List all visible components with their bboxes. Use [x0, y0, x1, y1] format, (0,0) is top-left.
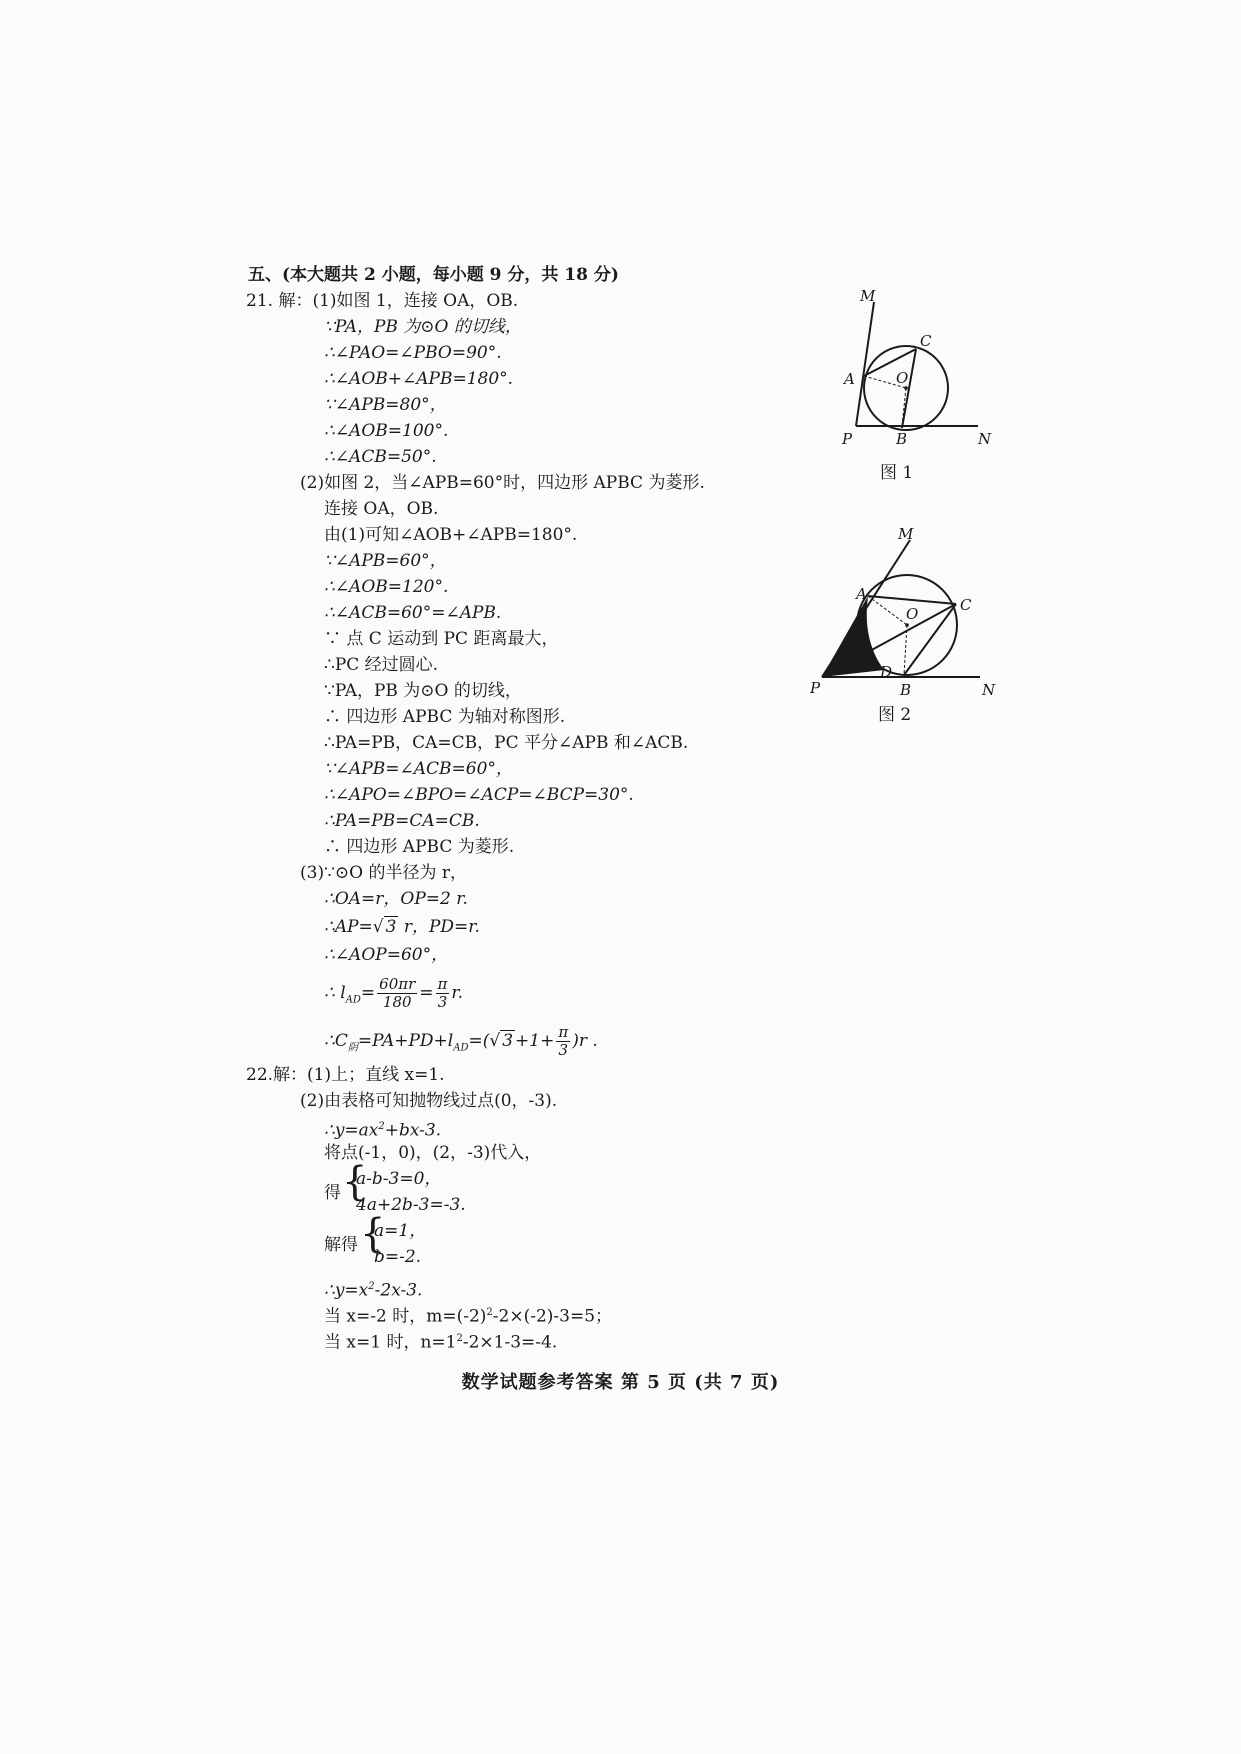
figure-1-caption: 图 1	[880, 463, 914, 483]
label-c: C	[920, 332, 932, 350]
label-b: B	[900, 681, 912, 699]
label-o: O	[896, 369, 909, 387]
q22-line: $\therefore y=x^2-2x-3$.	[324, 1280, 423, 1301]
q21-p1-line: ∴∠AOB=100°.	[324, 421, 449, 441]
q21-head: 21. 解：(1)如图 1，连接 OA，OB.	[246, 291, 519, 311]
section-title: 五、(本大题共 2 小题，每小题 9 分，共 18 分)	[248, 265, 619, 285]
brace-icon: {	[342, 1159, 368, 1205]
q21-p2-line: ∴∠ACB=60°=∠APB.	[324, 603, 502, 623]
label-o: O	[906, 605, 919, 623]
label-b: B	[896, 430, 908, 448]
label-c: C	[960, 596, 972, 614]
q21-p2-line: ∴∠AOB=120°.	[324, 577, 449, 597]
label-m: M	[898, 525, 914, 543]
center-dot	[905, 623, 909, 627]
q22-p2-head: (2)由表格可知抛物线过点(0，-3).	[300, 1091, 558, 1111]
q22-system1-eq: 4a+2b-3=-3.	[356, 1195, 466, 1215]
q21-p2-line: 连接 OA，OB.	[324, 499, 439, 519]
q21-p2-line: ∵∠APB=60°，	[324, 551, 447, 571]
segment-ac	[868, 596, 956, 604]
q22-line: 将点(-1，0)，(2，-3)代入，	[324, 1143, 542, 1163]
figure-2-caption: 图 2	[878, 705, 912, 725]
label-a: A	[844, 370, 855, 388]
q21-p2-line: ∴PA=PB，CA=CB，PC 平分∠APB 和∠ACB.	[324, 733, 689, 753]
q21-p3-line: ∴∠AOP=60°，	[324, 945, 449, 965]
q21-p2-line: ∵∠APB=∠ACB=60°，	[324, 759, 513, 779]
q21-p2-line: ∴PA=PB=CA=CB.	[324, 811, 480, 831]
segment-cb	[902, 349, 916, 428]
segment-oa	[868, 596, 907, 625]
q21-p2-line: ∵ 点 C 运动到 PC 距离最大，	[324, 629, 559, 649]
figure-1	[820, 290, 1020, 460]
q21-p3-ap: ∴AP=√ 3 r，PD=r.	[324, 917, 480, 937]
q21-p1-line: ∵∠APB=80°，	[324, 395, 447, 415]
label-m: M	[860, 290, 876, 305]
q22-system2-eq: a=1，	[374, 1221, 427, 1241]
q22-line: 当 x=-2 时，$m=(-2)^2-2\times(-2)-3=5$；	[324, 1306, 613, 1327]
q21-p3-arc: ∴ $l_{AD}=$ $\frac{60\pi r}{180}$ = $\frac{\pi}{3}$ r.	[324, 975, 464, 1011]
brace-icon: {	[360, 1211, 386, 1257]
q22-system1-eq: a-b-3=0，	[356, 1169, 442, 1189]
q21-p2-line: ∴ 四边形 APBC 为轴对称图形.	[324, 707, 566, 727]
label-p: P	[810, 679, 821, 697]
q21-p2-head: (2)如图 2，当∠APB=60°时，四边形 APBC 为菱形.	[300, 473, 705, 493]
label-n: N	[978, 430, 992, 448]
q21-p2-line: 由(1)可知∠AOB+∠APB=180°.	[324, 525, 578, 545]
shaded-region	[822, 596, 884, 677]
label-d: D	[880, 663, 893, 681]
q22-system2-label: 解得	[324, 1235, 358, 1255]
q22-head: 22.解：(1)上；直线 x=1.	[246, 1065, 445, 1085]
page-footer: 数学试题参考答案 第 5 页 (共 7 页)	[461, 1372, 780, 1393]
label-n: N	[982, 681, 996, 699]
q21-p3-head: (3)∵⊙O 的半径为 r，	[300, 863, 468, 883]
q22-system1-label: 得	[324, 1183, 341, 1203]
q22-system2-eq: b=-2.	[374, 1247, 422, 1267]
label-a: A	[856, 585, 867, 603]
q22-line: $\therefore y=ax^2+bx-3$.	[324, 1120, 442, 1141]
q22-line: 当 x=1 时，$n=1^2-2\times 1-3=-4$.	[324, 1332, 558, 1353]
q21-p1-line: ∴∠AOB+∠APB=180°.	[324, 369, 514, 389]
q21-p2-line: ∴ 四边形 APBC 为菱形.	[324, 837, 515, 857]
q21-p2-line: ∵PA，PB 为⊙O 的切线，	[324, 681, 522, 701]
q21-p2-line: ∴PC 经过圆心.	[324, 655, 439, 675]
q21-p3-line: ∴OA=r，OP=2 r.	[324, 889, 468, 909]
q21-p1-line: ∴∠ACB=50°.	[324, 447, 437, 467]
q21-p3-perimeter: $\therefore C_阴=PA+PD+l_{AD}=(√$ 3 +1+ $\frac{\pi}{3}$ )r .	[324, 1023, 598, 1059]
q21-p2-line: ∴∠APO=∠BPO=∠ACP=∠BCP=30°.	[324, 785, 634, 805]
label-p: P	[842, 430, 853, 448]
q21-p1-line: ∴∠PAO=∠PBO=90°.	[324, 343, 502, 363]
figure-2	[810, 520, 1020, 700]
q21-p1-line: ∵PA，PB 为⊙O 的切线，	[324, 317, 522, 337]
